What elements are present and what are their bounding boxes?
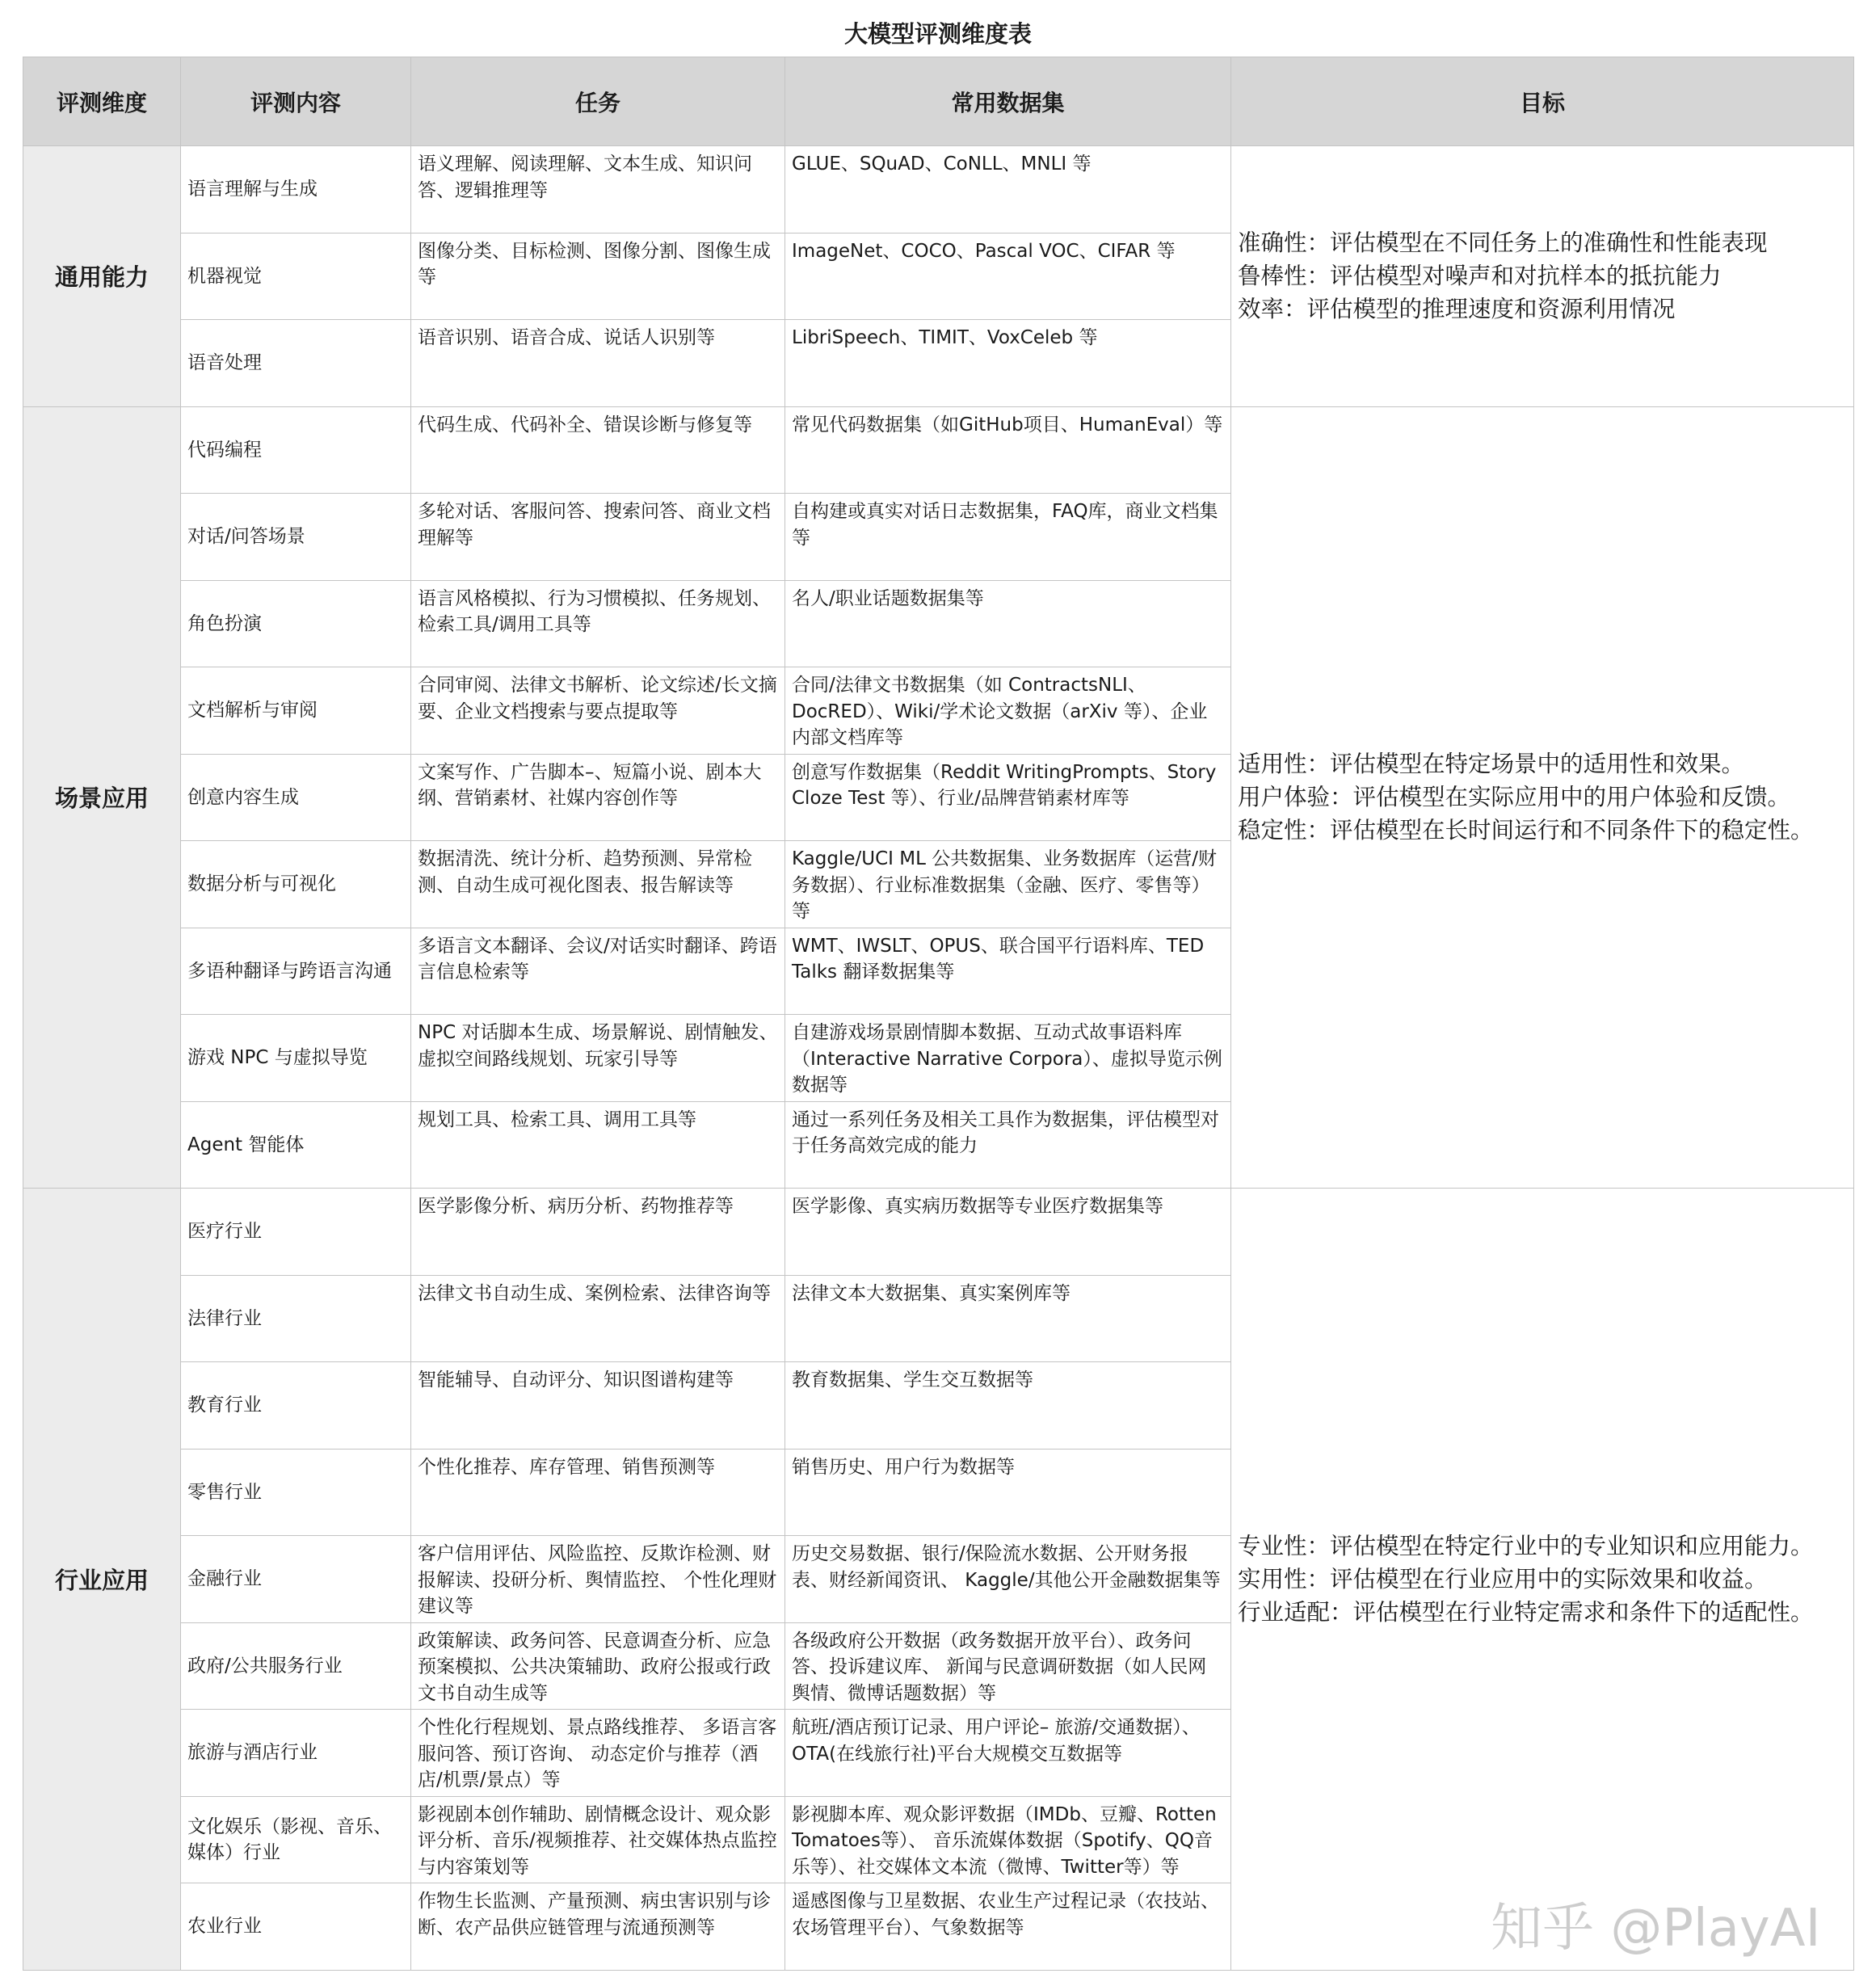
- task-cell: 影视剧本创作辅助、剧情概念设计、观众影评分析、音乐/视频推荐、社交媒体热点监控与内容策划等: [411, 1796, 785, 1883]
- content-cell: 医疗行业: [181, 1189, 411, 1276]
- content-cell: 金融行业: [181, 1536, 411, 1623]
- dataset-cell: 影视脚本库、观众影评数据（IMDb、豆瓣、Rotten Tomatoes等）、 音乐流媒体数据（Spotify、QQ音乐等）、社交媒体文本流（微博、Twitter等）等: [785, 1796, 1231, 1883]
- dataset-cell: 历史交易数据、银行/保险流水数据、公开财务报表、财经新闻资讯、 Kaggle/其他公开金融数据集等: [785, 1536, 1231, 1623]
- dataset-cell: 销售历史、用户行为数据等: [785, 1449, 1231, 1536]
- task-cell: 个性化推荐、库存管理、销售预测等: [411, 1449, 785, 1536]
- content-cell: 法律行业: [181, 1275, 411, 1362]
- content-cell: 多语种翻译与跨语言沟通: [181, 928, 411, 1015]
- content-cell: 创意内容生成: [181, 754, 411, 841]
- table-row: [23, 146, 1854, 234]
- task-cell: 多轮对话、客服问答、搜索问答、商业文档理解等: [411, 494, 785, 581]
- task-cell: 合同审阅、法律文书解析、论文综述/长文摘要、企业文档搜索与要点提取等: [411, 667, 785, 755]
- dataset-cell: Kaggle/UCI ML 公共数据集、业务数据库（运营/财务数据）、行业标准数据集（金融、医疗、零售等）等: [785, 841, 1231, 928]
- dataset-cell: 自建游戏场景剧情脚本数据、互动式故事语料库（Interactive Narrative Corpora）、虚拟导览示例数据等: [785, 1015, 1231, 1102]
- content-cell: 教育行业: [181, 1362, 411, 1450]
- task-cell: 客户信用评估、风险监控、反欺诈检测、财报解读、投研分析、舆情监控、 个性化理财建议等: [411, 1536, 785, 1623]
- header-task: 任务: [411, 57, 785, 146]
- task-cell: 法律文书自动生成、案例检索、法律咨询等: [411, 1275, 785, 1362]
- dataset-cell: LibriSpeech、TIMIT、VoxCeleb 等: [785, 320, 1231, 407]
- table-row: [23, 1189, 1854, 1276]
- goal-line: 实用性：评估模型在行业应用中的实际效果和收益。: [1238, 1565, 1768, 1593]
- header-row: [23, 57, 1854, 146]
- dimension-cell: 行业应用: [23, 1189, 181, 1971]
- content-cell: 游戏 NPC 与虚拟导览: [181, 1015, 411, 1102]
- dataset-cell: 教育数据集、学生交互数据等: [785, 1362, 1231, 1450]
- goal-line: 准确性：评估模型在不同任务上的准确性和性能表现: [1238, 229, 1768, 257]
- content-cell: 数据分析与可视化: [181, 841, 411, 928]
- content-cell: 政府/公共服务行业: [181, 1622, 411, 1710]
- header-content: 评测内容: [181, 57, 411, 146]
- goal-cell: [1231, 146, 1854, 407]
- goal-cell: [1231, 1189, 1854, 1971]
- goal-line: 稳定性：评估模型在长时间运行和不同条件下的稳定性。: [1238, 817, 1814, 844]
- content-cell: 文化娱乐（影视、音乐、媒体）行业: [181, 1796, 411, 1883]
- task-cell: 语音识别、语音合成、说话人识别等: [411, 320, 785, 407]
- dataset-cell: ImageNet、COCO、Pascal VOC、CIFAR 等: [785, 233, 1231, 320]
- content-cell: 对话/问答场景: [181, 494, 411, 581]
- evaluation-table: [23, 57, 1854, 1971]
- content-cell: 语言理解与生成: [181, 146, 411, 234]
- goal-line: 适用性：评估模型在特定场景中的适用性和效果。: [1238, 751, 1745, 778]
- task-cell: 个性化行程规划、景点路线推荐、 多语言客服问答、预订咨询、 动态定价与推荐（酒店/机票/景点）等: [411, 1710, 785, 1797]
- content-cell: 旅游与酒店行业: [181, 1710, 411, 1797]
- content-cell: 文档解析与审阅: [181, 667, 411, 755]
- dataset-cell: 合同/法律文书数据集（如 ContractsNLI、DocRED）、Wiki/学术论文数据（arXiv 等）、企业内部文档库等: [785, 667, 1231, 755]
- page-title: 大模型评测维度表: [843, 20, 1032, 48]
- content-cell: Agent 智能体: [181, 1101, 411, 1189]
- task-cell: 作物生长监测、产量预测、病虫害识别与诊断、农产品供应链管理与流通预测等: [411, 1883, 785, 1971]
- task-cell: 医学影像分析、病历分析、药物推荐等: [411, 1189, 785, 1276]
- dataset-cell: 常见代码数据集（如GitHub项目、HumanEval）等: [785, 406, 1231, 494]
- task-cell: 代码生成、代码补全、错误诊断与修复等: [411, 406, 785, 494]
- task-cell: NPC 对话脚本生成、场景解说、剧情触发、 虚拟空间路线规划、玩家引导等: [411, 1015, 785, 1102]
- goal-line: 行业适配：评估模型在行业特定需求和条件下的适配性。: [1238, 1598, 1814, 1626]
- dimension-cell: 场景应用: [23, 406, 181, 1189]
- goal-line: 效率：评估模型的推理速度和资源利用情况: [1238, 296, 1676, 323]
- dataset-cell: 医学影像、真实病历数据等专业医疗数据集等: [785, 1189, 1231, 1276]
- content-cell: 机器视觉: [181, 233, 411, 320]
- watermark: 知乎 @PlayAI: [1491, 1899, 1821, 1959]
- header-goal: 目标: [1231, 57, 1854, 146]
- content-cell: 语音处理: [181, 320, 411, 407]
- dimension-cell: 通用能力: [23, 146, 181, 407]
- task-cell: 语言风格模拟、行为习惯模拟、任务规划、检索工具/调用工具等: [411, 580, 785, 667]
- dataset-cell: 遥感图像与卫星数据、农业生产过程记录（农技站、农场管理平台）、气象数据等: [785, 1883, 1231, 1971]
- goal-cell: [1231, 406, 1854, 1189]
- dataset-cell: 创意写作数据集（Reddit WritingPrompts、Story Cloze Test 等）、行业/品牌营销素材库等: [785, 754, 1231, 841]
- dataset-cell: GLUE、SQuAD、CoNLL、MNLI 等: [785, 146, 1231, 234]
- dataset-cell: WMT、IWSLT、OPUS、联合国平行语料库、TED Talks 翻译数据集等: [785, 928, 1231, 1015]
- content-cell: 角色扮演: [181, 580, 411, 667]
- table-row: [23, 406, 1854, 494]
- dataset-cell: 航班/酒店预订记录、用户评论– 旅游/交通数据）、 OTA(在线旅行社)平台大规模交互数据等: [785, 1710, 1231, 1797]
- content-cell: 零售行业: [181, 1449, 411, 1536]
- task-cell: 政策解读、政务问答、民意调查分析、应急预案模拟、公共决策辅助、政府公报或行政文书自动生成等: [411, 1622, 785, 1710]
- task-cell: 规划工具、检索工具、调用工具等: [411, 1101, 785, 1189]
- task-cell: 数据清洗、统计分析、趋势预测、异常检测、自动生成可视化图表、报告解读等: [411, 841, 785, 928]
- dataset-cell: 通过一系列任务及相关工具作为数据集，评估模型对于任务高效完成的能力: [785, 1101, 1231, 1189]
- dataset-cell: 自构建或真实对话日志数据集，FAQ库，商业文档集等: [785, 494, 1231, 581]
- goal-line: 专业性：评估模型在特定行业中的专业知识和应用能力。: [1238, 1532, 1814, 1559]
- task-cell: 智能辅导、自动评分、知识图谱构建等: [411, 1362, 785, 1450]
- task-cell: 多语言文本翻译、会议/对话实时翻译、跨语言信息检索等: [411, 928, 785, 1015]
- task-cell: 图像分类、目标检测、图像分割、图像生成等: [411, 233, 785, 320]
- table-body: [23, 146, 1854, 1971]
- header-dataset: 常用数据集: [785, 57, 1231, 146]
- content-cell: 代码编程: [181, 406, 411, 494]
- header-dimension: 评测维度: [23, 57, 181, 146]
- goal-line: 鲁棒性：评估模型对噪声和对抗样本的抵抗能力: [1238, 263, 1722, 290]
- task-cell: 文案写作、广告脚本–、短篇小说、剧本大纲、营销素材、社媒内容创作等: [411, 754, 785, 841]
- dataset-cell: 各级政府公开数据（政务数据开放平台）、政务问答、投诉建议库、 新闻与民意调研数据（如人民网舆情、微博话题数据）等: [785, 1622, 1231, 1710]
- dataset-cell: 名人/职业话题数据集等: [785, 580, 1231, 667]
- task-cell: 语义理解、阅读理解、文本生成、知识问答、逻辑推理等: [411, 146, 785, 234]
- content-cell: 农业行业: [181, 1883, 411, 1971]
- goal-line: 用户体验：评估模型在实际应用中的用户体验和反馈。: [1238, 784, 1791, 811]
- dataset-cell: 法律文本大数据集、真实案例库等: [785, 1275, 1231, 1362]
